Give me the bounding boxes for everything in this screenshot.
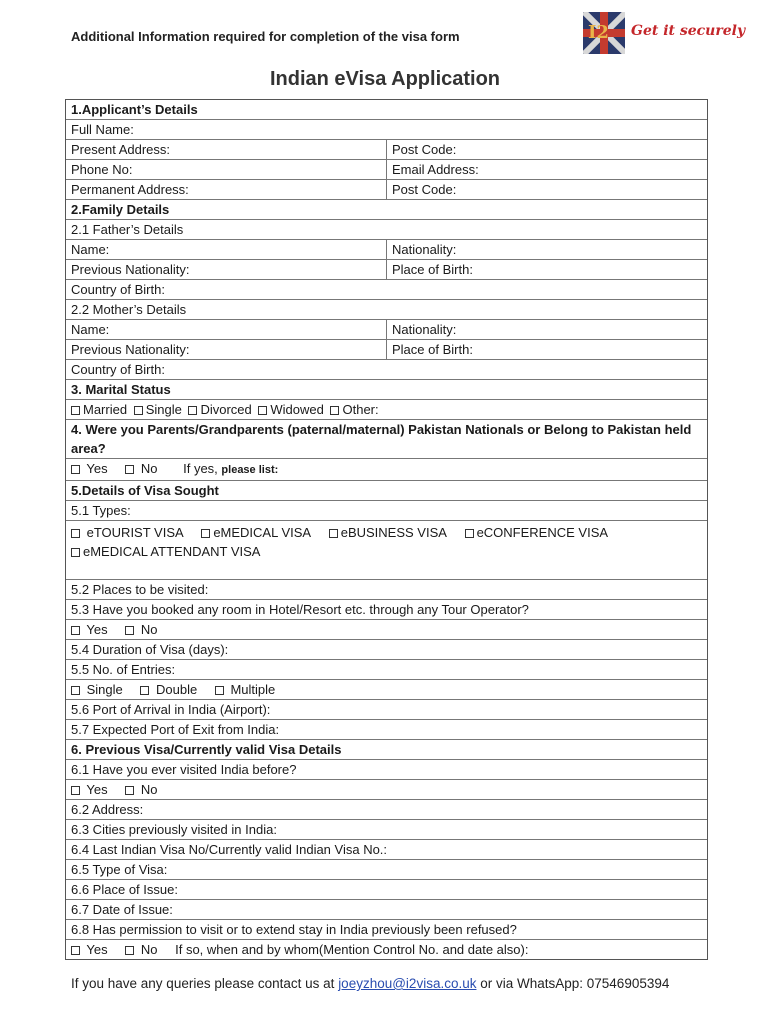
form-row	[66, 399, 707, 419]
logo-flag	[583, 12, 625, 54]
checkbox-icon	[125, 786, 134, 795]
form-row	[66, 119, 707, 139]
form-row	[66, 159, 707, 179]
single-checkbox[interactable]	[131, 402, 182, 417]
section-heading	[66, 379, 707, 399]
form-row	[66, 319, 707, 339]
header-title: Additional Information required for completion of the visa form	[71, 29, 460, 44]
form-row	[66, 359, 707, 379]
form-row	[66, 219, 707, 239]
form-row	[66, 619, 707, 639]
form-row	[66, 579, 707, 599]
phone-field[interactable]: Phone No:	[66, 160, 387, 179]
checkbox-icon	[201, 529, 210, 538]
visited-yes-checkbox[interactable]	[71, 782, 108, 797]
present-address-field[interactable]: Present Address:	[66, 140, 387, 159]
post-code-2-field[interactable]: Post Code:	[392, 182, 457, 197]
no-label: No	[140, 461, 158, 476]
visited-question: 6.1 Have you ever visited India before?	[71, 762, 297, 777]
footer-suffix: or via WhatsApp: 07546905394	[480, 976, 670, 991]
widowed-label: Widowed	[270, 402, 324, 417]
hotel-question: 5.3 Have you booked any room in Hotel/Resort etc. through any Tour Operator?	[71, 602, 529, 617]
visa-type-field[interactable]: 6.5 Type of Visa:	[71, 862, 168, 877]
form-row	[66, 679, 707, 699]
other-checkbox[interactable]	[327, 402, 378, 417]
form-row	[66, 139, 707, 159]
medical-checkbox[interactable]	[201, 525, 311, 540]
family-heading: 2.Family Details	[71, 202, 170, 217]
father-nationality-field[interactable]: Nationality:	[392, 242, 457, 257]
business-checkbox[interactable]	[329, 525, 447, 540]
last-visa-field[interactable]: 6.4 Last Indian Visa No/Currently valid Indian Visa No.:	[71, 842, 388, 857]
hotel-no-checkbox[interactable]	[125, 622, 157, 637]
full-name-field[interactable]: Full Name:	[71, 122, 134, 137]
page-title: Indian eVisa Application	[269, 68, 501, 90]
tourist-label: eTOURIST VISA	[86, 525, 184, 540]
checkbox-icon	[188, 406, 197, 415]
yes-label: Yes	[86, 622, 108, 637]
section-heading	[66, 199, 707, 219]
mother-country-birth-field[interactable]: Country of Birth:	[71, 362, 165, 377]
hotel-yes-checkbox[interactable]	[71, 622, 108, 637]
checkbox-icon	[258, 406, 267, 415]
divorced-checkbox[interactable]	[185, 402, 251, 417]
form-row	[66, 279, 707, 299]
father-country-birth-field[interactable]: Country of Birth:	[71, 282, 165, 297]
if-yes-label: If yes,	[183, 461, 218, 476]
attendant-checkbox[interactable]	[71, 544, 260, 559]
if-so-field[interactable]: If so, when and by whom(Mention Control No. and date also):	[175, 942, 529, 957]
form-row	[66, 859, 707, 879]
footer	[71, 976, 669, 991]
father-name-field[interactable]: Name:	[66, 240, 387, 259]
no-label: No	[140, 782, 158, 797]
section-heading	[66, 419, 707, 458]
previous-address-field[interactable]: 6.2 Address:	[71, 802, 144, 817]
port-arrival-field[interactable]: 5.6 Port of Arrival in India (Airport):	[71, 702, 271, 717]
logo-slogan: Get it securely	[631, 23, 746, 39]
checkbox-icon	[125, 465, 134, 474]
section-heading	[66, 739, 707, 759]
entries-label: 5.5 No. of Entries:	[71, 662, 176, 677]
form-row	[66, 719, 707, 739]
double-entry-label: Double	[156, 682, 198, 697]
checkbox-icon	[71, 465, 80, 474]
mother-place-birth-field[interactable]: Place of Birth:	[392, 342, 473, 357]
form-row	[66, 779, 707, 799]
form-row	[66, 899, 707, 919]
mother-prev-nationality-field[interactable]: Previous Nationality:	[66, 340, 387, 359]
section-heading	[66, 100, 707, 119]
form-row	[66, 299, 707, 319]
form-row	[66, 819, 707, 839]
mother-heading: 2.2 Mother’s Details	[71, 302, 187, 317]
tourist-checkbox[interactable]	[71, 525, 184, 540]
married-label: Married	[83, 402, 128, 417]
checkbox-icon	[134, 406, 143, 415]
yes-label: Yes	[86, 461, 108, 476]
refused-question: 6.8 Has permission to visit or to extend stay in India previously been refused?	[71, 922, 517, 937]
no-label: No	[140, 622, 158, 637]
form-row	[66, 759, 707, 779]
single-label: Single	[145, 402, 182, 417]
pakistan-yes-checkbox[interactable]	[71, 461, 108, 476]
marital-heading: 3. Marital Status	[71, 382, 171, 397]
mother-name-field[interactable]: Name:	[66, 320, 387, 339]
form-row	[66, 879, 707, 899]
checkbox-icon	[71, 626, 80, 635]
visa-types-label: 5.1 Types:	[71, 503, 131, 518]
visa-types-row	[66, 520, 707, 579]
section-heading	[66, 480, 707, 500]
form-row	[66, 339, 707, 359]
mother-nationality-field[interactable]: Nationality:	[392, 322, 457, 337]
double-entry-checkbox[interactable]	[140, 682, 197, 697]
form-row	[66, 500, 707, 520]
post-code-field[interactable]: Post Code:	[392, 142, 457, 157]
married-checkbox[interactable]	[71, 402, 127, 417]
checkbox-icon	[71, 529, 80, 538]
form-row	[66, 919, 707, 939]
other-label: Other:	[342, 402, 379, 417]
widowed-checkbox[interactable]	[255, 402, 323, 417]
yes-label: Yes	[86, 782, 108, 797]
visa-heading: 5.Details of Visa Sought	[71, 483, 219, 498]
logo-text: I2	[588, 22, 609, 43]
checkbox-icon	[215, 686, 224, 695]
no-label: No	[140, 942, 158, 957]
pakistan-heading: 4. Were you Parents/Grandparents (paternal/maternal) Pakistan Nationals or Belong to Pakistan held area?	[71, 422, 692, 456]
father-place-birth-field[interactable]: Place of Birth:	[392, 262, 473, 277]
form-row	[66, 458, 707, 480]
checkbox-icon	[125, 946, 134, 955]
checkbox-icon	[71, 946, 80, 955]
medical-label: eMEDICAL VISA	[213, 525, 312, 540]
divorced-label: Divorced	[200, 402, 252, 417]
duration-field[interactable]: 5.4 Duration of Visa (days):	[71, 642, 229, 657]
conference-checkbox[interactable]	[465, 525, 608, 540]
business-label: eBUSINESS VISA	[340, 525, 447, 540]
refused-yes-checkbox[interactable]	[71, 942, 108, 957]
applicant-heading: 1.Applicant’s Details	[71, 102, 198, 117]
attendant-label: eMEDICAL ATTENDANT VISA	[83, 544, 261, 559]
checkbox-icon	[140, 686, 149, 695]
footer-prefix: If you have any queries please contact us at	[71, 976, 335, 991]
single-entry-label: Single	[86, 682, 123, 697]
checkbox-icon	[71, 686, 80, 695]
previous-visa-heading: 6. Previous Visa/Currently valid Visa Details	[71, 742, 342, 757]
form-row	[66, 839, 707, 859]
single-entry-checkbox[interactable]	[71, 682, 123, 697]
form-row	[66, 799, 707, 819]
application-form	[65, 99, 708, 960]
contact-email-link[interactable]: joeyzhou@i2visa.co.uk	[338, 976, 477, 991]
multiple-entry-label: Multiple	[230, 682, 276, 697]
father-heading: 2.1 Father’s Details	[71, 222, 184, 237]
place-issue-field[interactable]: 6.6 Place of Issue:	[71, 882, 178, 897]
form-row	[66, 239, 707, 259]
permanent-address-field[interactable]: Permanent Address:	[66, 180, 387, 199]
cities-field[interactable]: 6.3 Cities previously visited in India:	[71, 822, 277, 837]
checkbox-icon	[125, 626, 134, 635]
form-row	[66, 599, 707, 619]
yes-label: Yes	[86, 942, 108, 957]
pakistan-no-checkbox[interactable]	[125, 461, 157, 476]
checkbox-icon	[465, 529, 474, 538]
checkbox-icon	[330, 406, 339, 415]
form-row	[66, 939, 707, 959]
checkbox-icon	[71, 786, 80, 795]
email-field[interactable]: Email Address:	[392, 162, 479, 177]
form-row	[66, 659, 707, 679]
form-row	[66, 699, 707, 719]
visited-no-checkbox[interactable]	[125, 782, 157, 797]
multiple-entry-checkbox[interactable]	[215, 682, 275, 697]
logo	[583, 12, 746, 56]
date-issue-field[interactable]: 6.7 Date of Issue:	[71, 902, 173, 917]
refused-no-checkbox[interactable]	[125, 942, 157, 957]
please-list-field[interactable]: please list:	[221, 464, 279, 476]
checkbox-icon	[329, 529, 338, 538]
conference-label: eCONFERENCE VISA	[476, 525, 609, 540]
port-exit-field[interactable]: 5.7 Expected Port of Exit from India:	[71, 722, 280, 737]
form-row	[66, 259, 707, 279]
form-row	[66, 639, 707, 659]
checkbox-icon	[71, 548, 80, 557]
places-field[interactable]: 5.2 Places to be visited:	[71, 582, 209, 597]
checkbox-icon	[71, 406, 80, 415]
father-prev-nationality-field[interactable]: Previous Nationality:	[66, 260, 387, 279]
form-row	[66, 179, 707, 199]
